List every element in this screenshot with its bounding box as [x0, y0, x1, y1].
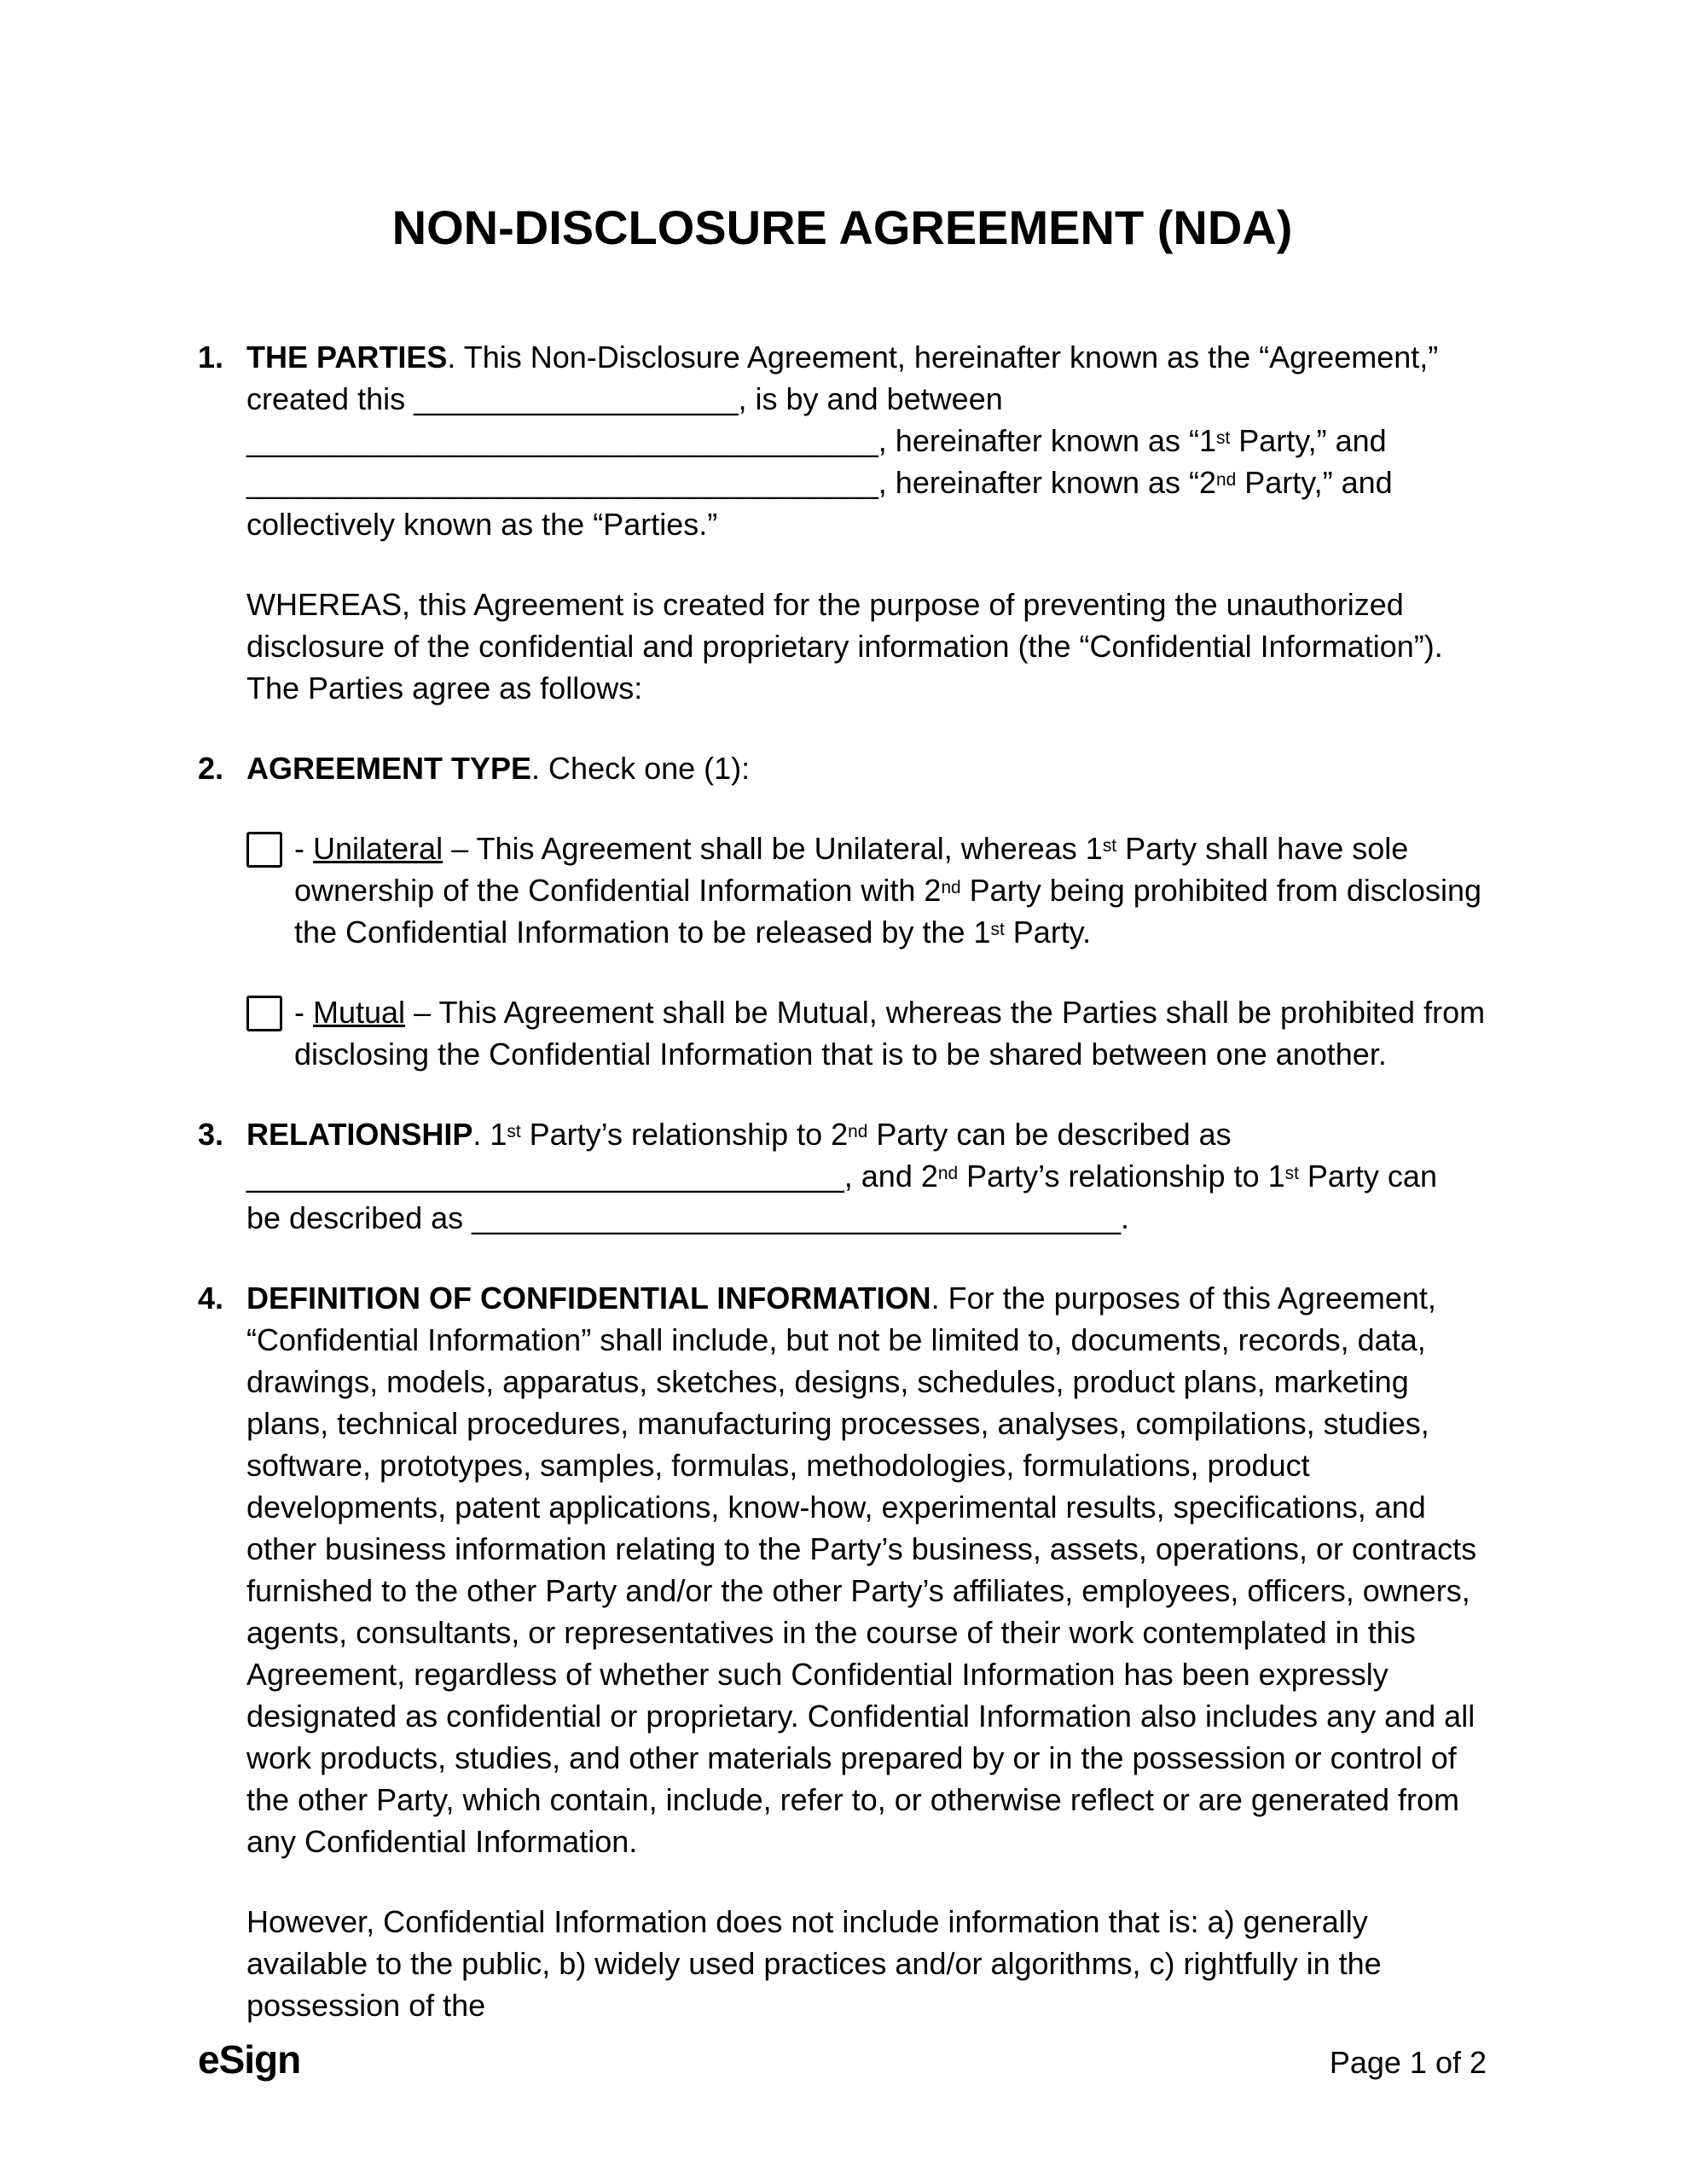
mutual-option-text	[294, 991, 1487, 1075]
section-heading: RELATIONSHIP	[246, 1117, 473, 1152]
text-run: , and 2	[844, 1159, 938, 1194]
whereas-paragraph: WHEREAS, this Agreement is created for the purpose of preventing the unauthorized disclosure of the confidential and proprietary information (the “Confidential Information”). The Parties agree as follows:	[246, 587, 1443, 706]
ordinal-superscript: nd	[1216, 470, 1237, 491]
esign-logo: eSign	[198, 2037, 301, 2082]
text-run: . This Non-Disclosure Agreement, hereinafter known as the “Agreement,” created this	[246, 340, 1439, 416]
text-run: . For the purposes of this Agreement, “Confidential Information” shall include, but not be limited to, documents, records, data, drawings, models, apparatus, sketches, designs, schedules, product plans, marketing plans, technical procedures, manufacturing processes, analyses, compilations, studies, software, prototypes, samples, formulas, methodologies, formulations, product developments, patent applications, know-how, experimental results, specifications, and other business information relating to the Party’s business, assets, operations, or contracts furnished to the other Party and/or the other Party’s affiliates, employees, officers, owners, agents, consultants, or representatives in the course of their work contemplated in this Agreement, regardless of whether such Confidential Information has been expressly designated as confidential or proprietary. Confidential Information also includes any and all work products, studies, and other materials prepared by or in the possession or control of the other Party, which contain, include, refer to, or otherwise reflect or are generated from any Confidential Information.	[246, 1281, 1477, 1859]
section-number: 4.	[198, 1281, 224, 1316]
text-run: Party,” and	[1230, 423, 1387, 458]
section-body	[246, 336, 1487, 584]
text-run: Party.	[1004, 915, 1092, 950]
ordinal-superscript: st	[990, 920, 1005, 940]
text-run: .	[1121, 1200, 1130, 1235]
section-number: 3.	[198, 1117, 224, 1152]
text-run: . 1	[472, 1117, 507, 1152]
unilateral-checkbox[interactable]	[246, 832, 282, 868]
party1-name-blank-field[interactable]: _____________________________________	[246, 423, 878, 458]
mutual-checkbox[interactable]	[246, 996, 282, 1031]
section-body	[246, 1113, 1487, 1277]
text-run: Party can be described as	[867, 1117, 1232, 1152]
section-heading: THE PARTIES	[246, 340, 448, 375]
text-run: Party,” and	[1236, 465, 1393, 500]
ordinal-superscript: nd	[937, 1164, 959, 1184]
section-heading: AGREEMENT TYPE	[246, 751, 532, 786]
ordinal-superscript: st	[1284, 1164, 1299, 1184]
text-run: , hereinafter known as “2	[878, 465, 1217, 500]
ordinal-superscript: nd	[848, 1122, 868, 1142]
definition-paragraph	[246, 1277, 1487, 1862]
ordinal-superscript: st	[507, 1122, 521, 1142]
ordinal-superscript: st	[1216, 428, 1231, 449]
section-relationship	[198, 1113, 1487, 1277]
text-run: – This Agreement shall be Unilateral, whereas 1	[443, 831, 1103, 866]
text-run: Party being prohibited from disclosing the Confidential Information to be released by the 1	[294, 873, 1481, 950]
page-number-label: Page 1 of 2	[1329, 2045, 1487, 2080]
text-run: be described as	[246, 1200, 472, 1235]
party2-name-blank-field[interactable]: _____________________________________	[246, 465, 878, 500]
mutual-label: Mutual	[313, 995, 406, 1030]
section-body	[246, 1277, 1487, 2065]
ordinal-superscript: nd	[941, 878, 961, 898]
text-run: -	[294, 995, 313, 1030]
unilateral-option-text	[294, 828, 1487, 953]
text-run: , is by and between	[738, 381, 1003, 416]
section-the-parties	[198, 336, 1487, 584]
mutual-option	[246, 991, 1487, 1075]
agreement-type-heading-line	[246, 747, 1487, 789]
text-run: – This Agreement shall be Mutual, whereas the Parties shall be prohibited from disclosing the Confidential Information that is to be shared between one another.	[294, 995, 1486, 1072]
date-blank-field[interactable]: ___________________	[414, 381, 739, 416]
relationship2-blank-field[interactable]: ______________________________________	[472, 1200, 1121, 1235]
unilateral-label: Unilateral	[313, 831, 443, 866]
text-run: Party shall have sole ownership of the Confidential Information with 2	[294, 831, 1409, 908]
section-agreement-type	[198, 747, 1487, 1113]
relationship1-blank-field[interactable]: ___________________________________	[246, 1159, 844, 1194]
section-number: 2.	[198, 751, 224, 786]
text-run: , hereinafter known as “1	[878, 423, 1217, 458]
text-run: Party’s relationship to 2	[520, 1117, 849, 1152]
relationship-paragraph	[246, 1113, 1487, 1239]
text-run: Party’s relationship to 1	[958, 1159, 1285, 1194]
section-heading: DEFINITION OF CONFIDENTIAL INFORMATION	[246, 1281, 931, 1316]
page-footer	[198, 2039, 1487, 2083]
ordinal-superscript: st	[1102, 836, 1117, 857]
definition-exceptions-paragraph: However, Confidential Information does not include information that is: a) generally available to the public, b) widely used practices and/or algorithms, c) rightfully in the possession of the	[246, 1904, 1382, 2023]
document-title: NON-DISCLOSURE AGREEMENT (NDA)	[391, 200, 1293, 254]
text-run: collectively known as the “Parties.”	[246, 507, 718, 542]
section-definition	[198, 1277, 1487, 2065]
section-number: 1.	[198, 340, 224, 375]
text-run: -	[294, 831, 313, 866]
text-run: . Check one (1):	[531, 751, 751, 786]
parties-paragraph	[246, 336, 1487, 545]
section-body	[246, 747, 1487, 1113]
text-run: Party can	[1298, 1159, 1437, 1194]
unilateral-option	[246, 828, 1487, 953]
